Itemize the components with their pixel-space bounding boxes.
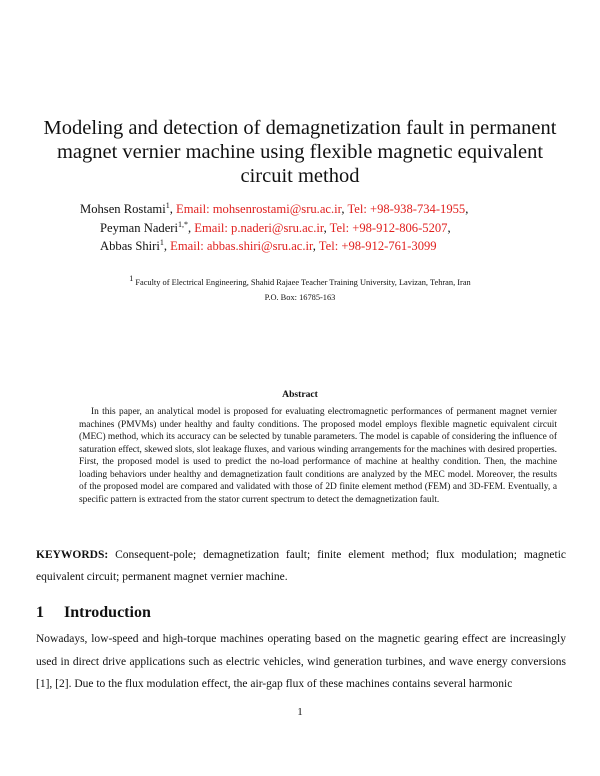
section-heading [36, 604, 151, 622]
abstract-body: In this paper, an analytical model is proposed for evaluating electromagnetic performances of permanent magnet vernier machines (PMVMs) under healthy and faulty conditions. The proposed model employs flexible magnetic equivalent circuit (MEC) method, which its accuracy can be selected by tunable parameters. The model is capable of considering the influence of saturation effect, skewed slots, slot leakage fluxes, and various winding arrangements for the machines with desired properties. First, the proposed model is used to predict the no-load performance of machine at healthy condition. Then, the machine loading behaviors under healthy and demagnetization fault conditions are analyzed by the MEC model. Moreover, the results of the proposed model are compared and validated with those of 2D finite element method (FEM) and 3D-FEM. Eventually, a specific pattern is extracted from the stator current spectrum to detect the demagnetization fault. [79, 407, 557, 505]
author-line: Peyman Naderi$^{1,*}$, Email: p.naderi@sru.ac.ir, Tel: +98-912-806-5207, [100, 219, 451, 235]
title-line-3: circuit method [240, 165, 360, 187]
author-name: Abbas Shiri [100, 239, 160, 253]
author-email-link[interactable]: Email: abbas.shiri@sru.ac.ir [170, 239, 313, 253]
author-affil-sup: 1,* [178, 219, 188, 229]
title-line-1: Modeling and detection of demagnetization fault in permanent [43, 117, 557, 139]
author-line-end: , [465, 202, 469, 216]
author-line: Mohsen Rostami$^1$, Email: mohsenrostami@sru.ac.ir, Tel: +98-938-734-1955, [80, 200, 469, 216]
affiliation-text: Faculty of Electrical Engineering, Shahid Rajaee Teacher Training University, Lavizan, Tehran, Iran [135, 278, 471, 287]
author-tel-link[interactable]: Tel: +98-938-734-1955 [347, 202, 466, 216]
author-line: Abbas Shiri$^1$, Email: abbas.shiri@sru.ac.ir, Tel: +98-912-761-3099 [100, 237, 437, 253]
affiliation-block [40, 276, 560, 305]
page-number: 1 [297, 706, 303, 718]
author-block [80, 200, 540, 256]
author-name: Peyman Naderi [100, 220, 178, 235]
keywords-paragraph [36, 544, 566, 588]
author-line-end: , [447, 220, 451, 235]
intro-paragraph: Nowadays, low-speed and high-torque machines operating based on the magnetic gearing effect are increasingly used in direct drive applications such as electric vehicles, wind generation turbines, and wave energy conversions [1], [2]. Due to the flux modulation effect, the air-gap flux of these machines contains several harmonic [36, 633, 566, 690]
affiliation-sup: 1 [129, 274, 134, 284]
title-line-2: magnet vernier machine using flexible magnetic equivalent [56, 141, 544, 163]
author-affil-sup: 1 [165, 200, 170, 210]
abstract-heading: Abstract [282, 389, 318, 400]
section-title: Introduction [64, 604, 151, 621]
section-number: 1 [36, 604, 44, 621]
author-tel-link[interactable]: Tel: +98-912-761-3099 [318, 239, 437, 253]
paper-title [20, 116, 580, 188]
author-email-link[interactable]: Email: p.naderi@sru.ac.ir [194, 220, 324, 235]
author-name: Mohsen Rostami [80, 202, 166, 216]
author-tel-link[interactable]: Tel: +98-912-806-5207 [329, 220, 448, 235]
keywords-label: KEYWORDS: [36, 549, 109, 561]
author-affil-sup: 1 [159, 237, 164, 247]
affiliation-line [40, 276, 560, 291]
keywords-text: Consequent-pole; demagnetization fault; finite element method; flux modulation; magnetic equivalent circuit; permanent magnet vernier machine. [36, 549, 567, 583]
author-email-link[interactable]: Email: mohsenrostami@sru.ac.ir [176, 202, 342, 216]
po-box: P.O. Box: 16785-163 [264, 292, 336, 302]
